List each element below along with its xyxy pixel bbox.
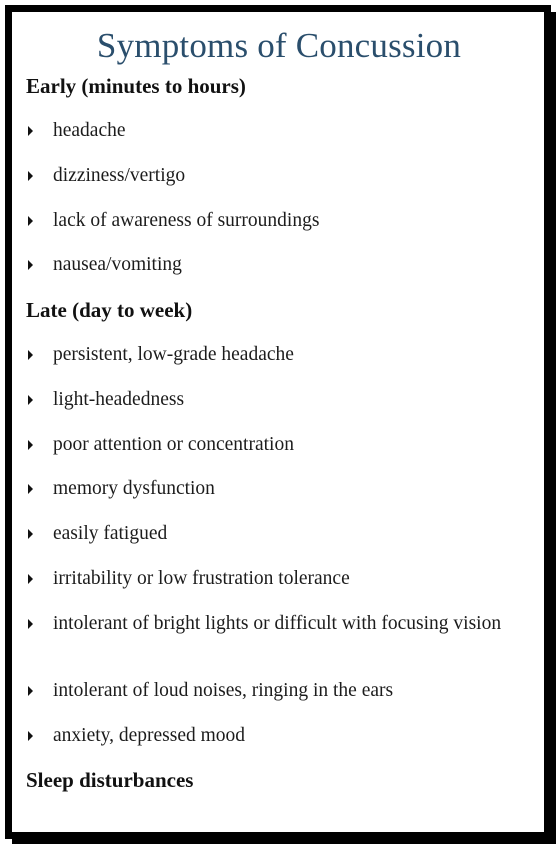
section-heading-late: Late (day to week)	[26, 298, 193, 322]
triangle-bullet-icon	[28, 216, 33, 226]
triangle-bullet-icon	[28, 350, 33, 360]
triangle-bullet-icon	[28, 171, 33, 181]
list-item: memory dysfunction	[28, 478, 508, 500]
card-shadow-bottom	[12, 839, 556, 844]
section-heading-sleep: Sleep disturbances	[26, 768, 194, 792]
list-item: dizziness/vertigo	[28, 165, 508, 187]
list-item: irritability or low frustration tolerance	[28, 568, 508, 590]
page-title: Symptoms of Concussion	[96, 26, 462, 65]
list-item: poor attention or concentration	[28, 434, 508, 456]
list-item: headache	[28, 120, 508, 142]
triangle-bullet-icon	[28, 395, 33, 405]
list-item: easily fatigued	[28, 523, 508, 545]
list-item: anxiety, depressed mood	[28, 725, 508, 747]
card-shadow-right	[551, 12, 556, 844]
triangle-bullet-icon	[28, 126, 33, 136]
triangle-bullet-icon	[28, 260, 33, 270]
triangle-bullet-icon	[28, 529, 33, 539]
triangle-bullet-icon	[28, 440, 33, 450]
list-item: lack of awareness of surroundings	[28, 210, 508, 232]
triangle-bullet-icon	[28, 574, 33, 584]
list-item: intolerant of loud noises, ringing in the ears	[28, 680, 508, 702]
triangle-bullet-icon	[28, 484, 33, 494]
triangle-bullet-icon	[28, 731, 33, 741]
list-item: intolerant of bright lights or difficult with focusing vision	[28, 613, 508, 635]
triangle-bullet-icon	[28, 686, 33, 696]
triangle-bullet-icon	[28, 619, 33, 629]
section-heading-early: Early (minutes to hours)	[26, 74, 246, 98]
list-item: persistent, low-grade headache	[28, 344, 508, 366]
list-item: nausea/vomiting	[28, 254, 508, 276]
list-item: light-headedness	[28, 389, 508, 411]
